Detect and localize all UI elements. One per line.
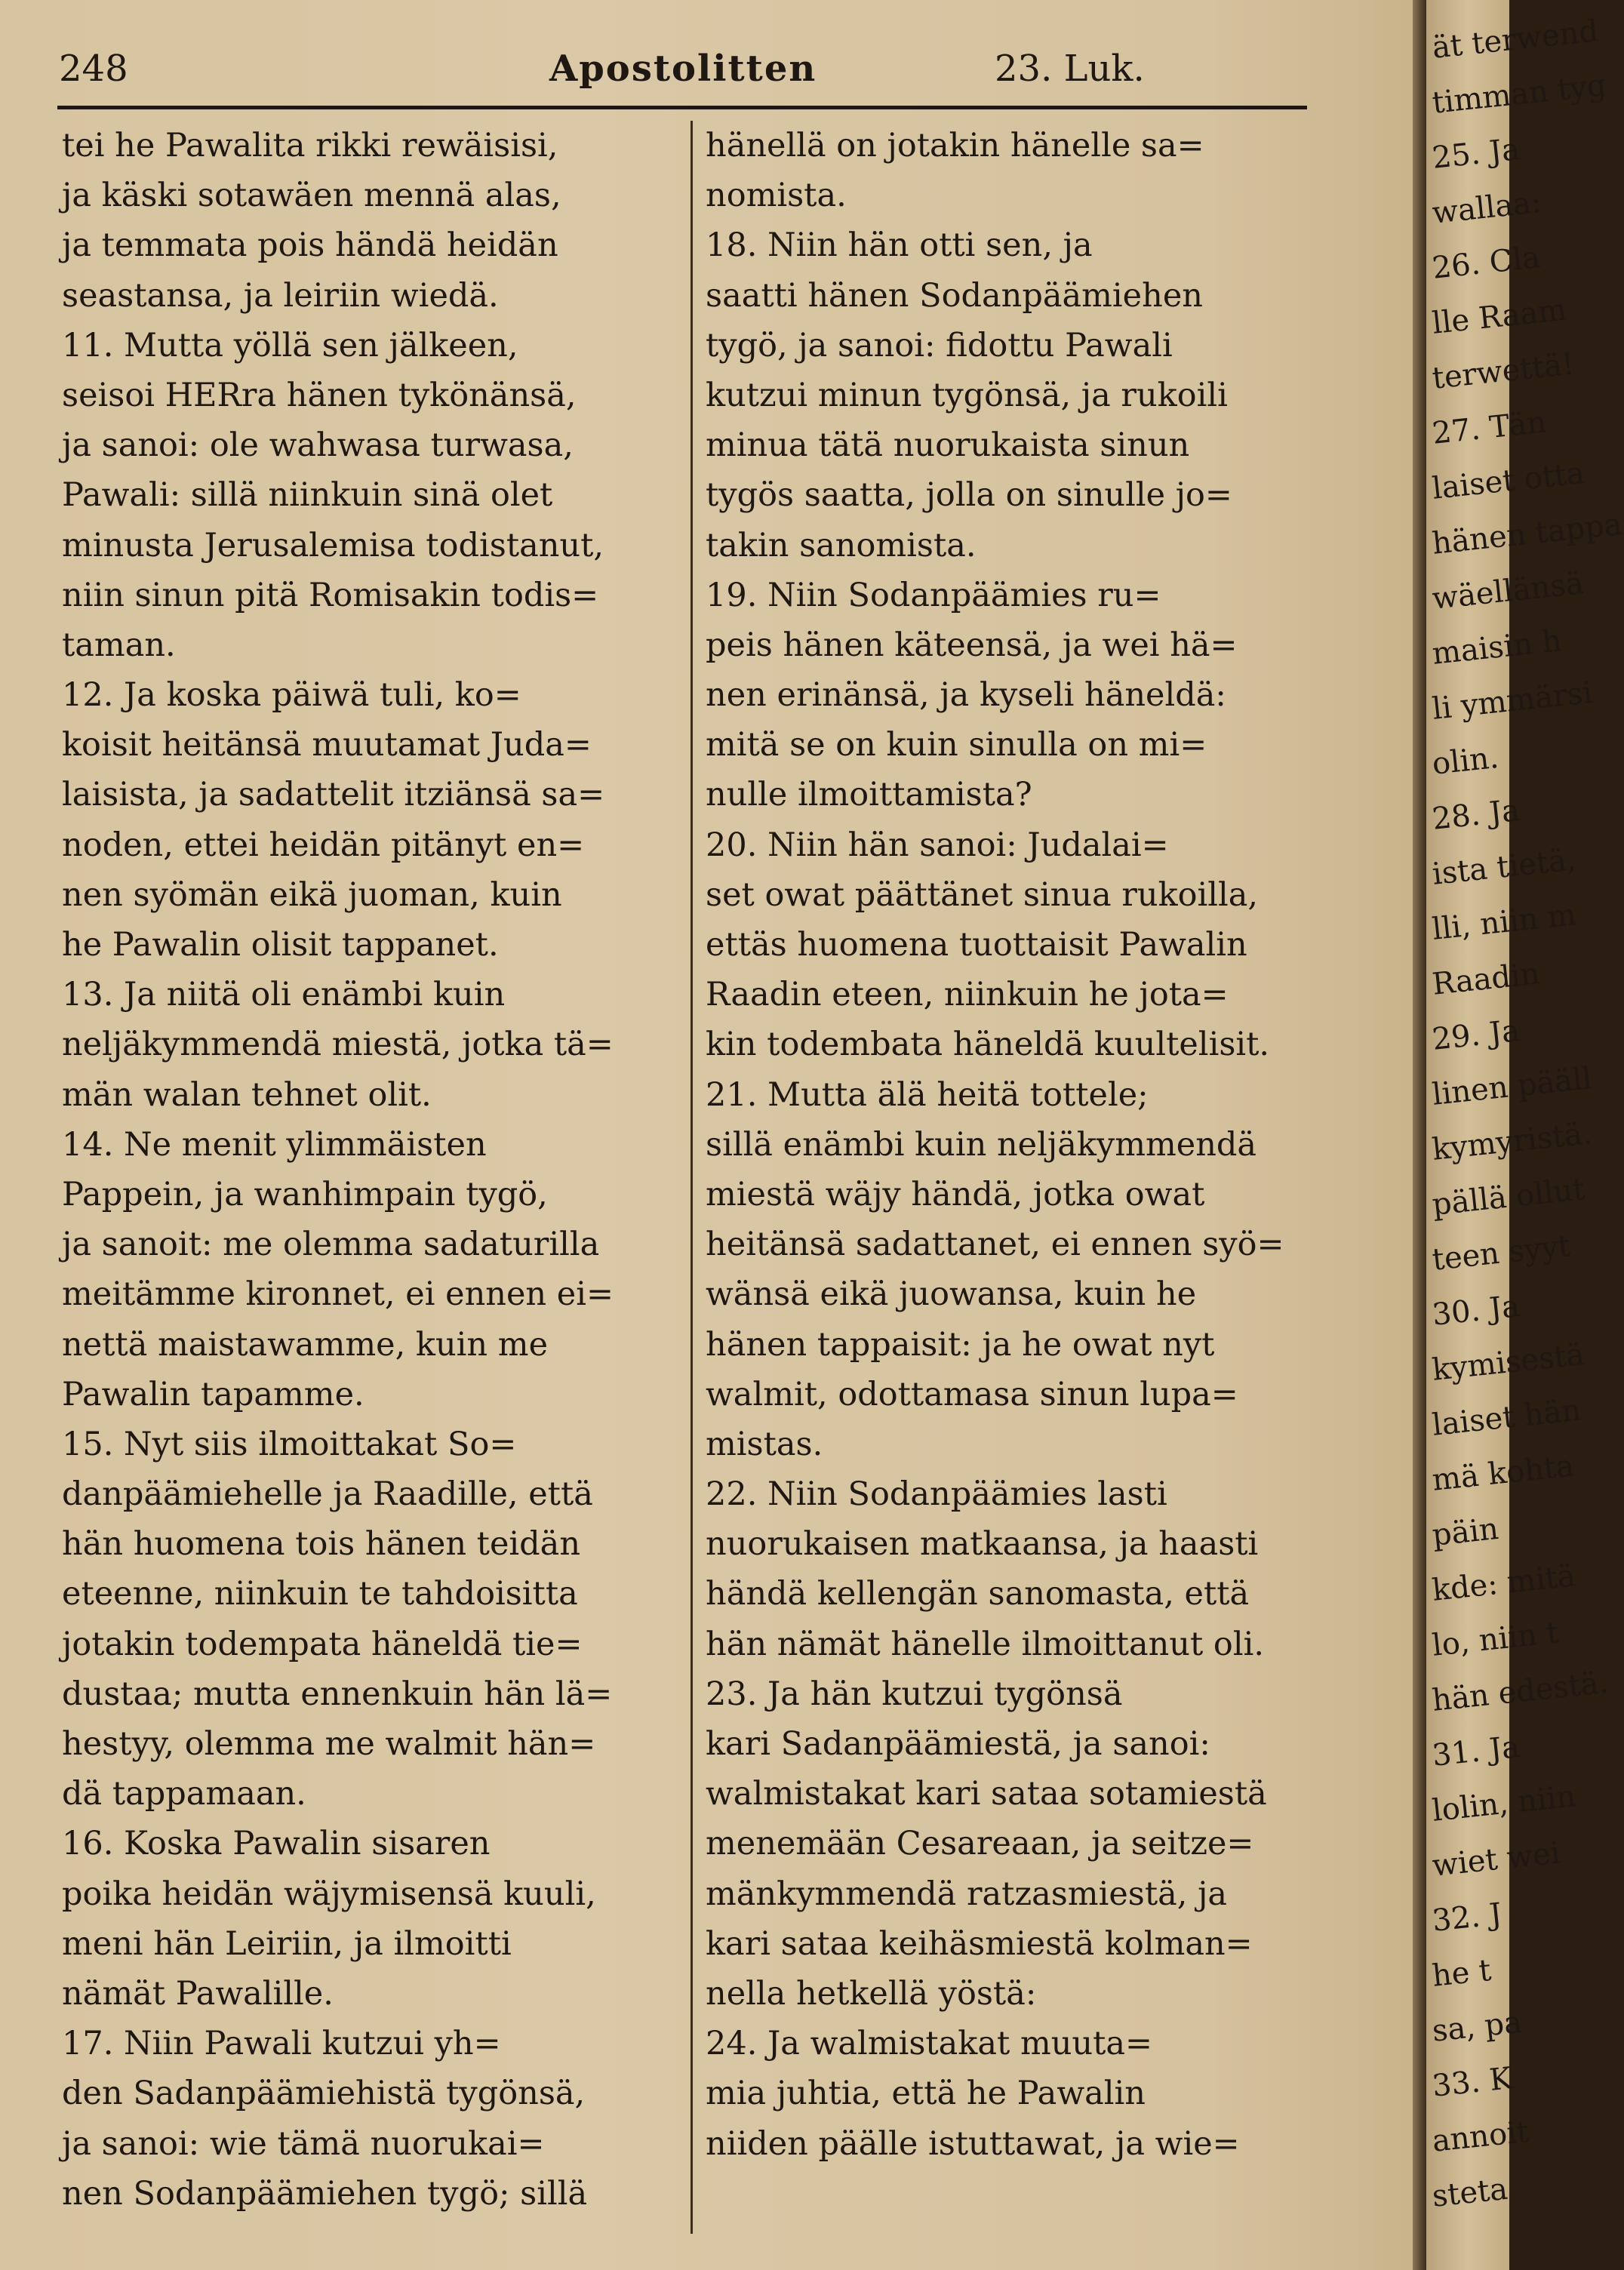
facing-page-fragment: laiset hän — [1430, 1392, 1583, 1443]
text-line: Raadin eteen, niinkuin he jota= — [706, 976, 1229, 1014]
text-line: minusta Jerusalemisa todistanut, — [62, 526, 604, 564]
facing-page-fragment: maisin h — [1430, 623, 1564, 672]
right-column — [706, 121, 1321, 2169]
facing-page-fragment: 27. Tän — [1430, 404, 1549, 451]
facing-page-fragment: lle Raam — [1430, 292, 1569, 341]
text-line: miestä wäjy händä, jotka owat — [706, 1175, 1205, 1213]
facing-page-fragment: annoit — [1430, 2114, 1531, 2159]
chapter-label: 23. Luk. — [995, 48, 1145, 90]
text-line: Pappein, ja wanhimpain tygö, — [62, 1175, 548, 1213]
text-line: wänsä eikä juowansa, kuin he — [706, 1275, 1197, 1314]
facing-page-fragment: päin — [1430, 1511, 1500, 1553]
text-line: walmit, odottamasa sinun lupa= — [706, 1375, 1238, 1413]
page-number: 248 — [59, 48, 128, 90]
text-line: neljäkymmendä miestä, jotka tä= — [62, 1026, 614, 1064]
facing-page-fragment: Raadin — [1430, 956, 1542, 1002]
text-line: nen Sodanpäämiehen tygö; sillä — [62, 2174, 588, 2213]
facing-page-fragment: hän edestä. — [1430, 1665, 1610, 1718]
text-line: tygö, ja sanoi: fidottu Pawali — [706, 326, 1173, 364]
text-line: minua tätä nuorukaista sinun — [706, 426, 1190, 465]
facing-page-fragment: mä kohta — [1430, 1448, 1576, 1498]
text-line: 17. Niin Pawali kutzui yh= — [62, 2025, 501, 2063]
text-line: seisoi HERra hänen tykönänsä, — [62, 376, 577, 414]
text-line: nettä maistawamme, kuin me — [62, 1325, 549, 1364]
text-line: menemään Cesareaan, ja seitze= — [706, 1825, 1254, 1863]
text-line: kari sataa keihäsmiestä kolman= — [706, 1924, 1253, 1963]
text-line: niin sinun pitä Romisakin todis= — [62, 576, 599, 614]
text-line: taman. — [62, 626, 176, 664]
text-line: walmistakat kari sataa sotamiestä — [706, 1775, 1267, 1813]
facing-page-fragment: 26. Cla — [1430, 240, 1542, 286]
text-line: nen syömän eikä juoman, kuin — [62, 875, 562, 914]
text-line: 19. Niin Sodanpäämies ru= — [706, 576, 1161, 614]
text-line: ja temmata pois händä heidän — [62, 226, 558, 265]
text-line: seastansa, ja leiriin wiedä. — [62, 276, 499, 315]
facing-page-fragment: linen pääll — [1430, 1060, 1594, 1112]
facing-page-fragment: li ymmärsi — [1430, 675, 1595, 727]
text-line: laisista, ja sadattelit itziänsä sa= — [62, 776, 605, 814]
facing-page-fragment: 25. Ja — [1430, 131, 1521, 176]
facing-page-fragment: olin. — [1430, 740, 1501, 782]
text-line: nen erinänsä, ja kyseli häneldä: — [706, 676, 1226, 715]
text-line: meitämme kironnet, ei ennen ei= — [62, 1275, 614, 1314]
text-line: danpäämiehelle ja Raadille, että — [62, 1475, 593, 1514]
text-line: ja sanoi: ole wahwasa turwasa, — [62, 426, 574, 465]
facing-page-fragment: 29. Ja — [1430, 1013, 1521, 1057]
book-title: Apostolitten — [549, 48, 817, 90]
text-line: mänkymmendä ratzasmiestä, ja — [706, 1875, 1228, 1913]
text-line: 21. Mutta älä heitä tottele; — [706, 1075, 1149, 1114]
text-line: nämät Pawalille. — [62, 1974, 334, 2013]
header-rule — [57, 106, 1307, 109]
text-line: 12. Ja koska päiwä tuli, ko= — [62, 676, 521, 715]
text-line: Pawalin tapamme. — [62, 1375, 364, 1413]
text-line: jotakin todempata häneldä tie= — [62, 1625, 583, 1663]
text-line: set owat päättänet sinua rukoilla, — [706, 875, 1259, 914]
text-line: 13. Ja niitä oli enämbi kuin — [62, 976, 506, 1014]
text-line: meni hän Leiriin, ja ilmoitti — [62, 1924, 512, 1963]
text-line: händä kellengän sanomasta, että — [706, 1575, 1250, 1613]
text-line: kin todembata häneldä kuultelisit. — [706, 1026, 1270, 1064]
column-divider — [691, 121, 693, 2234]
text-line: män walan tehnet olit. — [62, 1075, 432, 1114]
facing-page-fragment: lo, niin t — [1430, 1615, 1561, 1663]
text-line: hänellä on jotakin hänelle sa= — [706, 127, 1204, 165]
page-header — [59, 42, 1304, 95]
facing-page-fragment: wallaa: — [1430, 184, 1543, 231]
facing-page-fragment: hänen tappa — [1430, 506, 1624, 561]
text-line: hän nämät hänelle ilmoittanut oli. — [706, 1625, 1264, 1663]
text-line: 15. Nyt siis ilmoittakat So= — [62, 1425, 517, 1463]
facing-page-fragment: ät terwend — [1430, 14, 1600, 66]
text-line: hestyy, olemma me walmit hän= — [62, 1725, 596, 1763]
facing-page-fragment: sa, pa — [1430, 2004, 1524, 2049]
text-line: sillä enämbi kuin neljäkymmendä — [706, 1125, 1257, 1164]
text-line: kutzui minun tygönsä, ja rukoili — [706, 376, 1228, 414]
text-line: noden, ettei heidän pitänyt en= — [62, 826, 585, 864]
text-line: mia juhtia, että he Pawalin — [706, 2075, 1146, 2113]
text-line: 20. Niin hän sanoi: Judalai= — [706, 826, 1169, 864]
text-line: 23. Ja hän kutzui tygönsä — [706, 1675, 1123, 1713]
text-line: ja käski sotawäen mennä alas, — [62, 177, 561, 215]
text-line: nella hetkellä yöstä: — [706, 1974, 1037, 2013]
text-line: kari Sadanpäämiestä, ja sanoi: — [706, 1725, 1210, 1763]
text-line: 14. Ne menit ylimmäisten — [62, 1125, 487, 1164]
facing-page-fragment: teen syyt — [1430, 1228, 1573, 1278]
text-line: nuorukaisen matkaansa, ja haasti — [706, 1525, 1259, 1564]
text-line: nomista. — [706, 177, 847, 215]
facing-page-fragment: lolin, niin — [1430, 1779, 1578, 1829]
facing-page-edge — [1426, 0, 1624, 2270]
facing-page-fragment: wiet wei — [1430, 1835, 1562, 1884]
text-line: poika heidän wäjymisensä kuuli, — [62, 1875, 596, 1913]
text-line: eteenne, niinkuin te tahdoisitta — [62, 1575, 578, 1613]
text-line: 18. Niin hän otti sen, ja — [706, 226, 1093, 265]
text-line: he Pawalin olisit tappanet. — [62, 926, 499, 964]
facing-page-fragment: 32. J — [1430, 1896, 1504, 1939]
facing-page-fragment: terwettä! — [1430, 346, 1576, 396]
text-line: mitä se on kuin sinulla on mi= — [706, 726, 1207, 764]
text-line: tygös saatta, jolla on sinulle jo= — [706, 476, 1232, 515]
facing-page-fragment: 30. Ja — [1430, 1288, 1521, 1333]
text-line: heitänsä sadattanet, ei ennen syö= — [706, 1226, 1284, 1264]
facing-page-fragment: kymisestä — [1430, 1336, 1586, 1388]
facing-page-fragment: 28. Ja — [1430, 792, 1521, 837]
text-line: dä tappamaan. — [62, 1775, 306, 1813]
facing-page-fragment: kymyristä. — [1430, 1115, 1594, 1167]
text-line: takin sanomista. — [706, 526, 977, 564]
text-line: nulle ilmoittamista? — [706, 776, 1032, 814]
facing-page-fragment: timman tyg — [1430, 67, 1608, 121]
text-line: Pawali: sillä niinkuin sinä olet — [62, 476, 553, 515]
text-line: tei he Pawalita rikki rewäisisi, — [62, 127, 558, 165]
facing-page-fragment: kde: mitä — [1430, 1558, 1577, 1608]
text-line: mistas. — [706, 1425, 823, 1463]
facing-page-fragment: he t — [1430, 1952, 1493, 1994]
text-line: peis hänen käteensä, ja wei hä= — [706, 626, 1238, 664]
left-column — [62, 121, 688, 2219]
text-line: dustaa; mutta ennenkuin hän lä= — [62, 1675, 613, 1713]
text-line: den Sadanpäämiehistä tygönsä, — [62, 2075, 586, 2113]
text-line: 24. Ja walmistakat muuta= — [706, 2025, 1153, 2063]
text-line: hänen tappaisit: ja he owat nyt — [706, 1325, 1215, 1364]
facing-page-fragment: lli, niin m — [1430, 897, 1578, 947]
text-line: niiden päälle istuttawat, ja wie= — [706, 2124, 1240, 2163]
text-line: koisit heitänsä muutamat Juda= — [62, 726, 592, 764]
text-line: 11. Mutta yöllä sen jälkeen, — [62, 326, 518, 364]
text-line: ja sanoi: wie tämä nuorukai= — [62, 2124, 545, 2163]
text-line: ettäs huomena tuottaisit Pawalin — [706, 926, 1247, 964]
facing-page-fragment: wäellänsä — [1430, 566, 1586, 617]
facing-page-fragment: 31. Ja — [1430, 1729, 1521, 1773]
book-gutter — [1413, 0, 1426, 2270]
text-line: hän huomena tois hänen teidän — [62, 1525, 581, 1564]
text-line: 16. Koska Pawalin sisaren — [62, 1825, 491, 1863]
facing-page-fragment: pällä ollut — [1430, 1171, 1587, 1223]
facing-page-fragment: steta — [1430, 2171, 1510, 2214]
text-line: saatti hänen Sodanpäämiehen — [706, 276, 1203, 315]
text-line: 22. Niin Sodanpäämies lasti — [706, 1475, 1167, 1514]
facing-page-fragment: laiset otta — [1430, 455, 1586, 506]
facing-page-fragment: ista tietä, — [1430, 842, 1578, 892]
text-line: ja sanoit: me olemma sadaturilla — [62, 1226, 600, 1264]
facing-page-fragment: 33. K — [1430, 2061, 1515, 2104]
